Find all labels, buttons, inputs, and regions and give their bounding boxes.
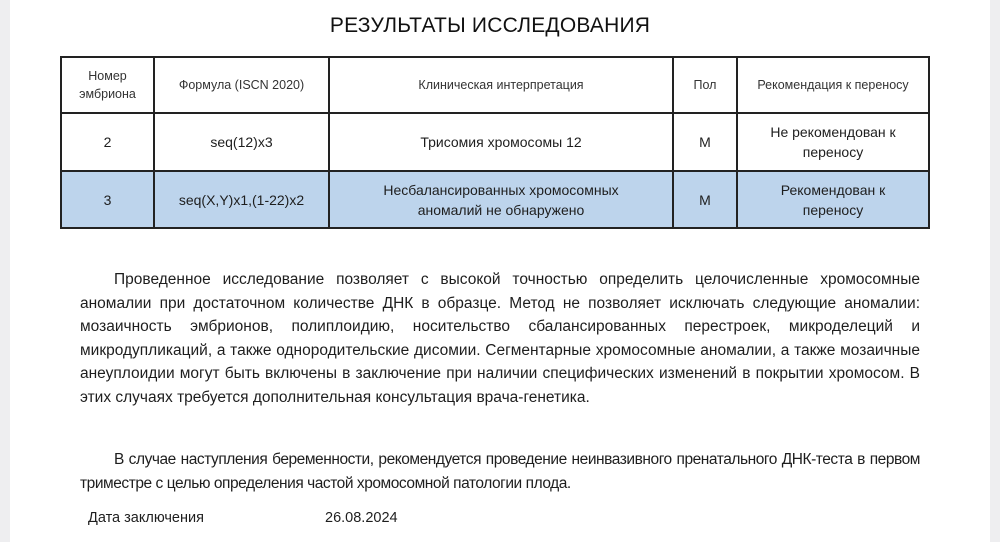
results-table <box>60 56 930 229</box>
table-row-highlighted <box>61 171 929 228</box>
document-title: РЕЗУЛЬТАТЫ ИССЛЕДОВАНИЯ <box>329 14 651 37</box>
table-row <box>61 113 929 171</box>
cell-recommendation: Не рекомендован к переносу <box>737 113 929 171</box>
table-header-row <box>61 57 929 113</box>
cell-formula: seq(X,Y)x1,(1-22)x2 <box>154 171 329 228</box>
cell-embryo-number: 3 <box>61 171 154 228</box>
cell-sex: М <box>673 113 737 171</box>
cell-interpretation: Несбалансированных хромосомных аномалий не обнаружено <box>329 171 673 228</box>
header-interpretation: Клиническая интерпретация <box>329 57 673 113</box>
conclusion-date-label: Дата заключения <box>88 510 204 526</box>
conclusion-date-value: 26.08.2024 <box>325 510 398 526</box>
pregnancy-recommendation-text: В случае наступления беременности, рекомендуется проведение неинвазивного пренатального ДНК-теста в первом триместре с целью определения частой хромосомной патологии плода. <box>80 451 920 492</box>
cell-embryo-number: 2 <box>61 113 154 171</box>
cell-recommendation: Рекомендован к переносу <box>737 171 929 228</box>
header-recommendation: Рекомендация к переносу <box>737 57 929 113</box>
header-formula: Формула (ISCN 2020) <box>154 57 329 113</box>
header-embryo-number: Номер эмбриона <box>61 57 154 113</box>
cell-sex: М <box>673 171 737 228</box>
disclaimer-text: Проведенное исследование позволяет с высокой точностью определить целочисленные хромосомные аномалии при достаточном количестве ДНК в образце. Метод не позволяет исключать следующие аномалии: мозаичность эмбрионов, полиплоидию, носительство сбалансированных перестроек, микроделеций и микродупликаций, а также однородительские дисомии. Сегментарные хромосомные аномалии, а также мозаичные анеуплоидии могут быть включены в заключение при наличии специфических изменений в покрытии хромосом. В этих случаях требуется дополнительная консультация врача-генетика. <box>80 271 920 406</box>
cell-interpretation: Трисомия хромосомы 12 <box>329 113 673 171</box>
disclaimer-paragraph <box>80 268 920 409</box>
pregnancy-recommendation-paragraph <box>80 448 920 495</box>
header-sex: Пол <box>673 57 737 113</box>
cell-formula: seq(12)x3 <box>154 113 329 171</box>
